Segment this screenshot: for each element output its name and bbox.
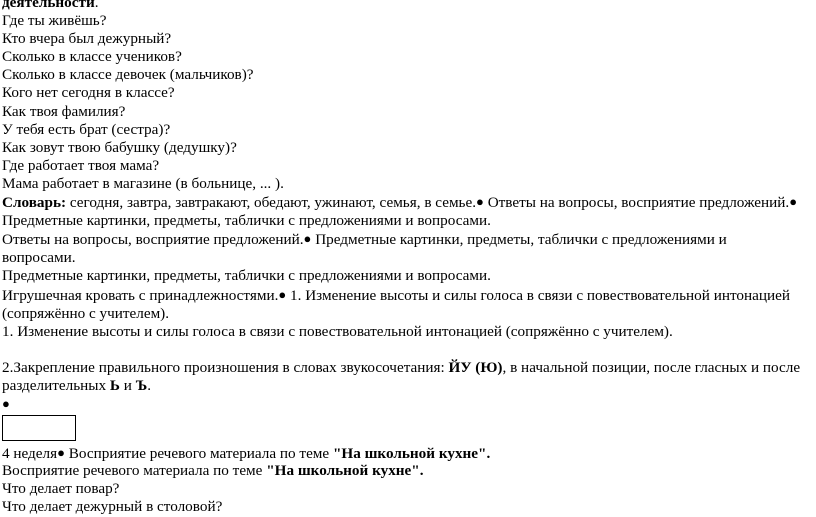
perception-line — [2, 462, 802, 480]
vocabulary-paragraph — [2, 193, 802, 230]
soft-sign: Ь — [109, 376, 120, 394]
point-2-sound: ЙУ (Ю) — [448, 358, 503, 376]
pictures-line: Предметные картинки, предметы, таблички с предложениями и вопросами. — [2, 267, 491, 285]
vocabulary-followup: Ответы на вопросы, восприятие предложений. — [483, 194, 790, 212]
answers-paragraph — [2, 230, 802, 267]
vocabulary-label: Словарь: — [2, 194, 67, 212]
document-page — [2, 0, 802, 517]
week-text: Восприятие речевого материала по теме — [64, 445, 333, 463]
vocabulary-words: сегодня, завтра, завтракают, обедают, ужинают, семья, в семье. — [66, 194, 477, 212]
empty-box — [2, 415, 76, 441]
hard-sign: Ъ — [135, 376, 148, 394]
toy-followup: 1. Изменение высоты и силы голоса в связи с повествовательной интонацией (сопряжённо с учителем). — [2, 286, 790, 322]
lone-bullet-line — [2, 395, 802, 413]
point-2-start: 2.Закрепление правильного произношения в словах звукосочетания: — [2, 358, 449, 376]
question-line: Где ты живёшь? — [2, 12, 107, 30]
bullet-icon: ● — [2, 396, 10, 412]
question-line: Сколько в классе учеников? — [2, 48, 182, 66]
question-line: Кто вчера был дежурный? — [2, 30, 172, 48]
toy-text: Игрушечная кровать с принадлежностями. — [2, 286, 279, 304]
bullet-icon: ● — [303, 231, 312, 247]
topic-title-2: "На школьной кухне". — [266, 462, 424, 480]
answers-followup: Предметные картинки, предметы, таблички с предложениями и вопросами. — [2, 231, 727, 267]
blank-line — [2, 341, 802, 359]
voice-line: 1. Изменение высоты и силы голоса в связи с повествовательной интонацией (сопряжённо с учителем). — [2, 322, 673, 340]
question-line: Где работает твоя мама? — [2, 156, 160, 174]
question-line: Сколько в классе девочек (мальчиков)? — [2, 66, 254, 84]
week-label: 4 неделя — [2, 445, 58, 463]
question-duty: Что делает дежурный в столовой? — [2, 498, 223, 516]
question-line: Кого нет сегодня в классе? — [2, 84, 175, 102]
bullet-icon: ● — [278, 286, 287, 302]
point-2-and: и — [119, 376, 136, 394]
question-line: Как зовут твою бабушку (дедушку)? — [2, 138, 237, 156]
vocabulary-followup-2: Предметные картинки, предметы, таблички с предложениями и вопросами. — [2, 212, 491, 230]
toy-paragraph — [2, 286, 802, 323]
bullet-icon: ● — [789, 194, 798, 210]
point-2-end: . — [147, 376, 152, 394]
point-2-paragraph — [2, 359, 802, 395]
bullet-icon: ● — [57, 445, 65, 461]
question-line: Как твоя фамилия? — [2, 102, 126, 120]
week-line — [2, 444, 802, 462]
answers-text: Ответы на вопросы, восприятие предложений. — [2, 231, 304, 249]
perception-text: Восприятие речевого материала по теме — [2, 462, 267, 480]
heading-tail — [2, 0, 802, 12]
question-cook: Что делает повар? — [2, 480, 120, 498]
point-2-mid: , в начальной позиции, после гласных и после разделительных — [2, 358, 801, 394]
bullet-icon: ● — [476, 194, 484, 210]
heading-tail-period: . — [94, 0, 99, 11]
question-line: У тебя есть брат (сестра)? — [2, 120, 171, 138]
topic-title: "На школьной кухне". — [332, 445, 491, 463]
heading-tail-bold: деятельности — [2, 0, 95, 11]
question-line: Мама работает в магазине (в больнице, ... ). — [2, 174, 284, 192]
